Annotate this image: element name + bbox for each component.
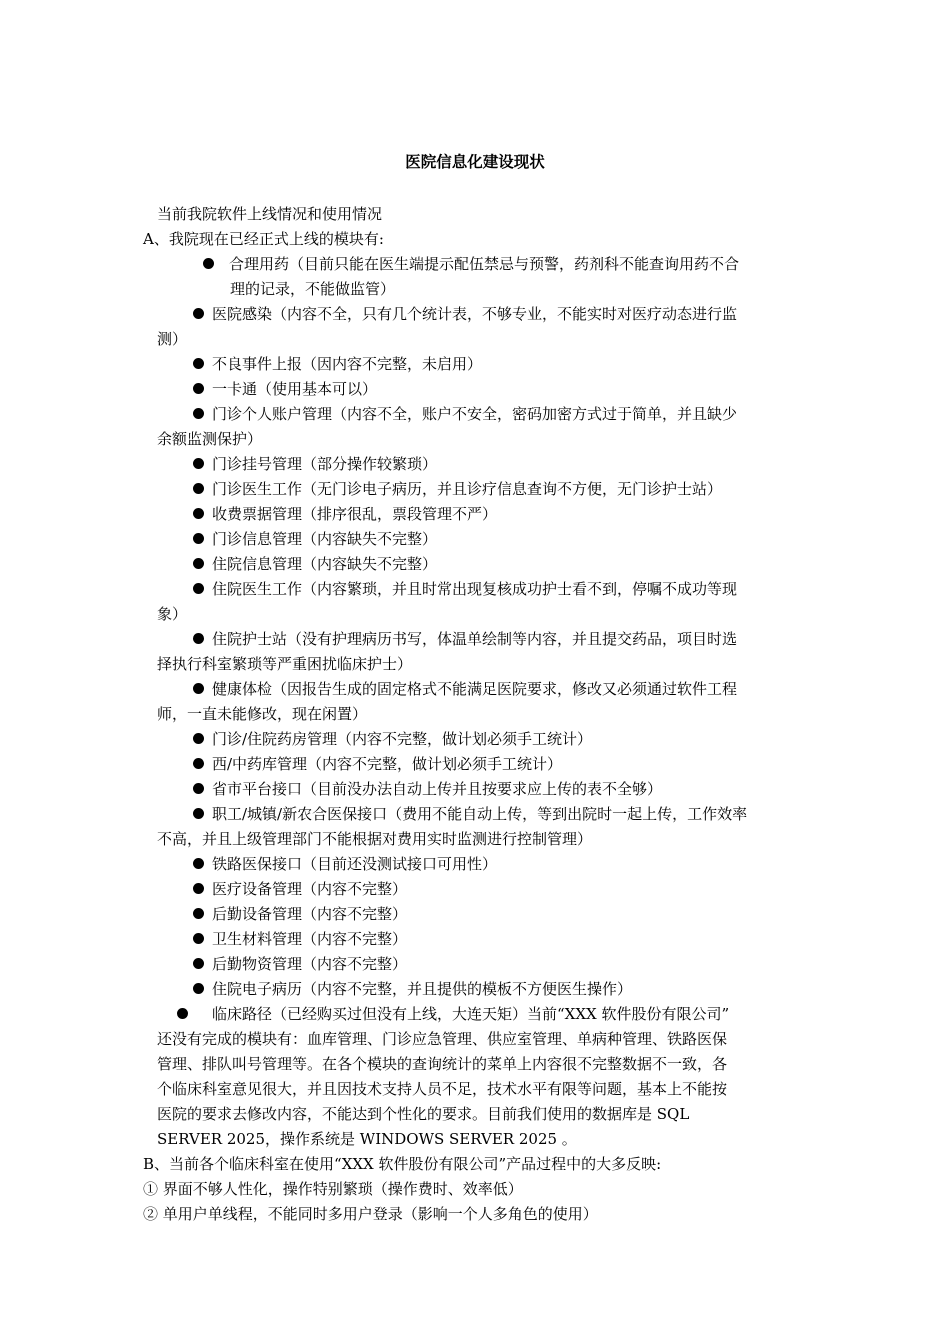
bullet-icon bbox=[193, 858, 204, 869]
list-item: 后勤物资管理（内容不完整） bbox=[193, 953, 407, 975]
bullet-icon bbox=[193, 783, 204, 794]
bullet-icon bbox=[193, 958, 204, 969]
document-title: 医院信息化建设现状 bbox=[405, 152, 545, 171]
bullet-icon bbox=[193, 558, 204, 569]
list-item: 门诊个人账户管理（内容不全，账户不安全，密码加密方式过于简单，并且缺少 bbox=[193, 403, 737, 425]
list-item-continuation: 测） bbox=[157, 330, 188, 348]
list-item: 健康体检（因报告生成的固定格式不能满足医院要求，修改又必须通过软件工程 bbox=[193, 678, 737, 700]
bullet-icon bbox=[193, 483, 204, 494]
list-item: 住院护士站（没有护理病历书写，体温单绘制等内容，并且提交药品，项目时选 bbox=[193, 628, 737, 650]
paragraph-line: 医院的要求去修改内容，不能达到个性化的要求。目前我们使用的数据库是 SQL bbox=[157, 1105, 690, 1123]
bullet-icon bbox=[193, 508, 204, 519]
bullet-icon bbox=[193, 933, 204, 944]
list-item: 临床路径（已经购买过但没有上线，大连天矩）当前“XXX 软件股份有限公司” bbox=[177, 1003, 729, 1025]
list-item-continuation: 象） bbox=[157, 605, 188, 623]
intro-text: 当前我院软件上线情况和使用情况 bbox=[157, 205, 383, 223]
list-item: 不良事件上报（因内容不完整，未启用） bbox=[193, 353, 482, 375]
bullet-icon bbox=[193, 633, 204, 644]
list-item: 铁路医保接口（目前还没测试接口可用性） bbox=[193, 853, 497, 875]
bullet-icon bbox=[193, 758, 204, 769]
list-item-continuation: 师，一直未能修改，现在闲置） bbox=[157, 705, 368, 723]
bullet-icon bbox=[193, 383, 204, 394]
list-item: 门诊/住院药房管理（内容不完整，做计划必须手工统计） bbox=[193, 728, 592, 750]
feedback-item: ① 界面不够人性化，操作特别繁琐（操作费时、效率低） bbox=[143, 1180, 523, 1198]
bullet-icon bbox=[193, 408, 204, 419]
bullet-icon bbox=[193, 908, 204, 919]
list-item: 住院医生工作（内容繁琐，并且时常出现复核成功护士看不到，停嘱不成功等现 bbox=[193, 578, 737, 600]
list-item: 医院感染（内容不全，只有几个统计表，不够专业，不能实时对医疗动态进行监 bbox=[193, 303, 737, 325]
bullet-icon bbox=[193, 533, 204, 544]
bullet-icon bbox=[193, 983, 204, 994]
bullet-icon bbox=[193, 358, 204, 369]
bullet-icon bbox=[177, 1008, 188, 1019]
list-item: 门诊挂号管理（部分操作较繁琐） bbox=[193, 453, 437, 475]
bullet-icon bbox=[193, 883, 204, 894]
list-item: 住院信息管理（内容缺失不完整） bbox=[193, 553, 437, 575]
list-item: 住院电子病历（内容不完整，并且提供的模板不方便医生操作） bbox=[193, 978, 632, 1000]
list-item-continuation: 不高，并且上级管理部门不能根据对费用实时监测进行控制管理） bbox=[157, 830, 593, 848]
list-item-continuation: 理的记录，不能做监管） bbox=[230, 280, 396, 298]
bullet-icon bbox=[193, 733, 204, 744]
list-item: 省市平台接口（目前没办法自动上传并且按要求应上传的表不全够） bbox=[193, 778, 662, 800]
section-b-heading: B、当前各个临床科室在使用“XXX 软件股份有限公司”产品过程中的大多反映: bbox=[143, 1155, 662, 1173]
list-item: 卫生材料管理（内容不完整） bbox=[193, 928, 407, 950]
bullet-icon bbox=[193, 808, 204, 819]
bullet-icon bbox=[203, 258, 214, 269]
list-item: 后勤设备管理（内容不完整） bbox=[193, 903, 407, 925]
list-item: 合理用药（目前只能在医生端提示配伍禁忌与预警，药剂科不能查询用药不合 bbox=[203, 253, 739, 275]
bullet-icon bbox=[193, 458, 204, 469]
list-item: 收费票据管理（排序很乱，票段管理不严） bbox=[193, 503, 497, 525]
paragraph-line: 还没有完成的模块有：血库管理、门诊应急管理、供应室管理、单病种管理、铁路医保 bbox=[157, 1030, 728, 1048]
list-item-continuation: 择执行科室繁琐等严重困扰临床护士） bbox=[157, 655, 413, 673]
paragraph-line: 个临床科室意见很大，并且因技术支持人员不足，技术水平有限等问题，基本上不能按 bbox=[157, 1080, 728, 1098]
list-item: 一卡通（使用基本可以） bbox=[193, 378, 377, 400]
list-item: 职工/城镇/新农合医保接口（费用不能自动上传，等到出院时一起上传，工作效率 bbox=[193, 803, 747, 825]
list-item: 西/中药库管理（内容不完整，做计划必须手工统计） bbox=[193, 753, 562, 775]
paragraph-line: 管理、排队叫号管理等。在各个模块的查询统计的菜单上内容很不完整数据不一致，各 bbox=[157, 1055, 728, 1073]
bullet-icon bbox=[193, 683, 204, 694]
bullet-icon bbox=[193, 308, 204, 319]
feedback-item: ② 单用户单线程，不能同时多用户登录（影响一个人多角色的使用） bbox=[143, 1205, 598, 1223]
list-item: 门诊医生工作（无门诊电子病历，并且诊疗信息查询不方便，无门诊护士站） bbox=[193, 478, 722, 500]
list-item-continuation: 余额监测保护） bbox=[157, 430, 263, 448]
list-item: 医疗设备管理（内容不完整） bbox=[193, 878, 407, 900]
bullet-icon bbox=[193, 583, 204, 594]
paragraph-line: SERVER 2025，操作系统是 WINDOWS SERVER 2025 。 bbox=[157, 1130, 577, 1148]
list-item: 门诊信息管理（内容缺失不完整） bbox=[193, 528, 437, 550]
section-a-heading: A、我院现在已经正式上线的模块有: bbox=[143, 230, 384, 248]
